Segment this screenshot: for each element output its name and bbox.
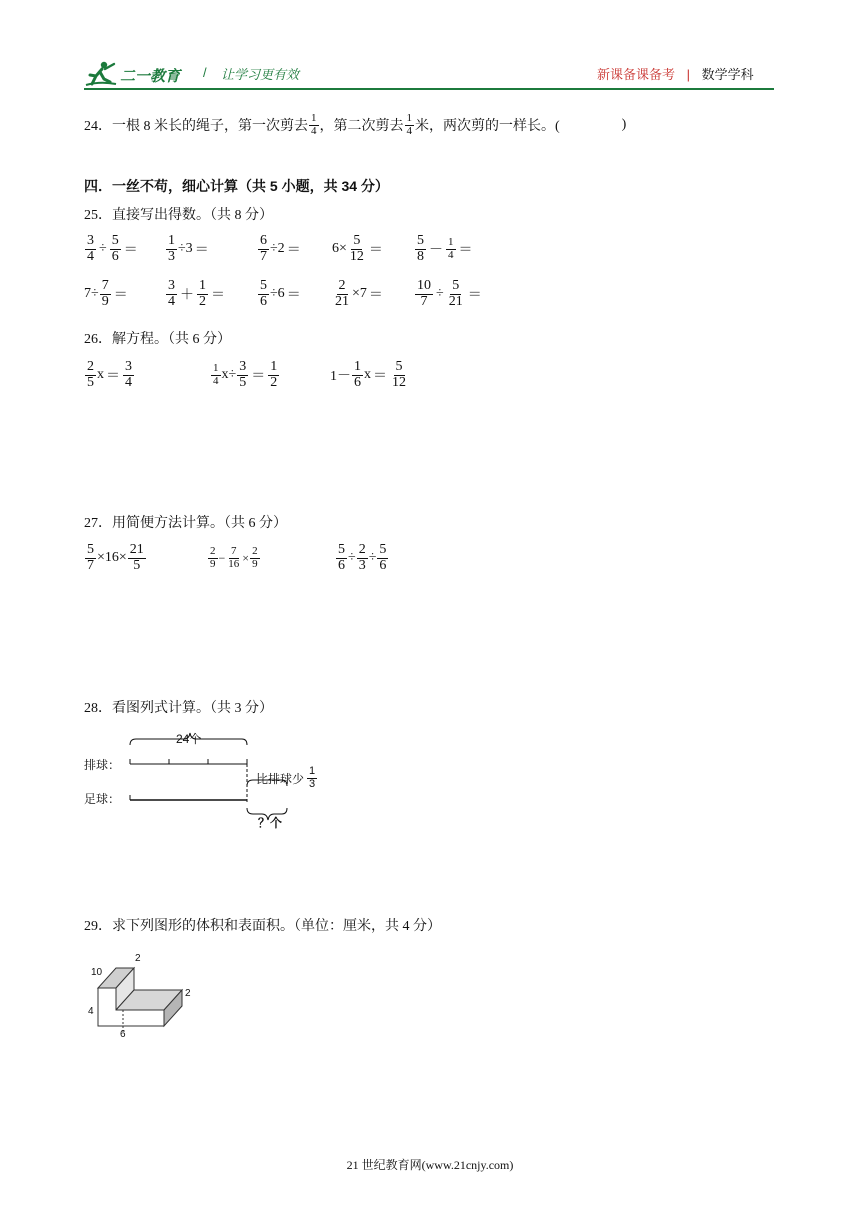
fraction: $\frac{5}{12}$ [392,359,406,390]
fraction: $\frac{5}{6}$ [338,542,345,573]
operator: ÷ [368,550,377,566]
operator: ÷ [99,241,107,257]
q26-equation-b [210,360,280,390]
q28-title: 28．看图列式计算。（共 3 分） [84,701,273,716]
header-slogan: 让学习更有效 [221,67,300,82]
operator: ÷ [228,367,237,383]
operator: － [429,243,443,259]
fraction: $\frac{2}{9}$ [210,545,216,570]
header-separator: | [686,67,691,82]
header-right [597,64,754,83]
fraction: $\frac{5}{21}$ [448,278,463,309]
header-logo [84,60,190,88]
q25-r2-e [414,279,484,309]
header-slash: / [203,65,207,80]
q26-equation-a [84,360,135,390]
section-4-title: 四．一丝不苟，细心计算（共 5 小题，共 34 分） [84,178,389,194]
q25-r1-d [332,234,385,264]
operator: × [242,550,250,565]
dim-left: 4 [88,1006,94,1017]
q26-equation-c [330,360,409,390]
operator: ÷ [348,550,356,566]
operator: ÷ [436,286,444,302]
q24-fraction-2: $\frac{1}{4}$ [406,112,412,137]
operand: ÷2 [270,241,285,257]
fraction: $\frac{2}{5}$ [87,359,94,390]
q25-r1-a [84,234,140,264]
q25-r2-c [257,279,303,309]
fraction: $\frac{2}{9}$ [252,545,258,570]
fraction: $\frac{1}{3}$ [309,765,316,790]
q26-title: 26．解方程。（共 6 分） [84,332,231,347]
dim-top: 2 [135,953,141,964]
fraction: $\frac{1}{6}$ [354,359,361,390]
equals: ＝ [467,288,482,304]
fraction: $\frac{1}{2}$ [270,359,278,390]
q28-less-text [256,766,318,790]
operator: − [218,550,226,565]
operand: ×16× [97,550,127,566]
q24-text-4: ) [621,117,627,133]
equals: ＝ [458,243,473,259]
q24-text-2: ，第二次剪去 [319,119,404,135]
fraction: $\frac{3}{4}$ [87,233,94,264]
q24-text-3: 米，两次剪的一样长。( [415,119,560,135]
fraction: $\frac{1}{3}$ [168,233,175,264]
fraction: $\frac{5}{6}$ [260,278,267,309]
fraction: $\frac{3}{4}$ [168,278,175,309]
q28-line-diagram [84,728,354,830]
q25-r2-a [84,279,130,309]
dim-right: 2 [185,988,191,999]
fraction: $\frac{1}{4}$ [213,362,219,387]
question-24 [84,113,626,137]
equals: ＝ [123,243,138,259]
fraction: $\frac{1}{2}$ [199,278,206,309]
fraction: $\frac{5}{6}$ [111,233,119,264]
header-divider [84,88,774,90]
header-right-black: 数学学科 [701,67,754,82]
fraction: $\frac{5}{12}$ [349,233,364,264]
fraction: $\frac{7}{9}$ [101,278,109,309]
q25-r2-b [165,279,227,309]
equals: ＝ [113,288,128,304]
equals: ＝ [286,243,301,259]
q29-solid-figure [84,950,204,1042]
q27-title: 27．用简便方法计算。（共 6 分） [84,516,287,531]
fraction: $\frac{5}{8}$ [417,233,424,264]
q25-r1-b [165,234,211,264]
operand: 6× [332,241,347,257]
equals: ＝ [194,243,209,259]
fraction: $\frac{2}{3}$ [358,542,366,573]
q28-volleyball-label: 排球： [84,758,121,772]
fraction: $\frac{5}{7}$ [87,542,94,573]
q28-total-label: 24个 [176,732,202,746]
q24-number: 24． [84,119,112,135]
fraction: $\frac{2}{21}$ [335,278,349,309]
operand: ÷3 [178,241,193,257]
variable: x [221,367,229,383]
q27-expression-c [335,543,389,573]
dim-bottom: 6 [120,1029,126,1040]
q25-r2-d [332,279,385,309]
header-right-red: 新课备课备考 [597,67,676,82]
operator: ＋ [180,288,194,304]
q28-football-label: 足球： [84,792,121,806]
fraction: $\frac{5}{6}$ [379,542,387,573]
equals: ＝ [211,288,225,304]
q27-expression-b [207,546,261,570]
footer-text: 21 世纪教育网(www.21cnjy.com) [346,1158,514,1172]
equals: ＝ [286,288,301,304]
logo-text: 二一教育 [120,68,181,85]
fraction: $\frac{6}{7}$ [260,233,267,264]
fraction: $\frac{3}{4}$ [125,359,132,390]
fraction: $\frac{3}{5}$ [239,359,247,390]
fraction: $\frac{1}{4}$ [448,236,454,261]
operand: 7÷ [84,286,99,302]
q27-expression-a [84,543,147,573]
operand: 1－ [330,369,351,385]
operand: ÷6 [270,286,285,302]
equals: ＝ [373,369,387,385]
dim-left-top: 10 [91,967,103,978]
q25-r1-e [414,234,475,264]
equals: ＝ [251,369,266,385]
equals: ＝ [106,369,120,385]
q25-r1-c [257,234,303,264]
q24-text-1: 一根 8 米长的绳子，第一次剪去 [112,119,308,135]
running-man-logo-icon [84,60,118,88]
fraction: $\frac{7}{16}$ [228,545,240,570]
fraction: $\frac{21}{5}$ [129,542,144,573]
equals: ＝ [368,288,383,304]
q24-fraction-1: $\frac{1}{4}$ [311,112,317,137]
q29-title: 29．求下列图形的体积和表面积。（单位：厘米，共 4 分） [84,919,441,934]
variable: x [364,367,371,383]
q25-title: 25．直接写出得数。（共 8 分） [84,208,273,223]
q28-question-label: ？个 [258,816,283,830]
fraction: $\frac{10}{7}$ [417,278,431,309]
equals: ＝ [368,243,383,259]
variable: x [97,367,104,383]
less-text: 比排球少 [256,771,305,786]
operand: ×7 [352,286,367,302]
